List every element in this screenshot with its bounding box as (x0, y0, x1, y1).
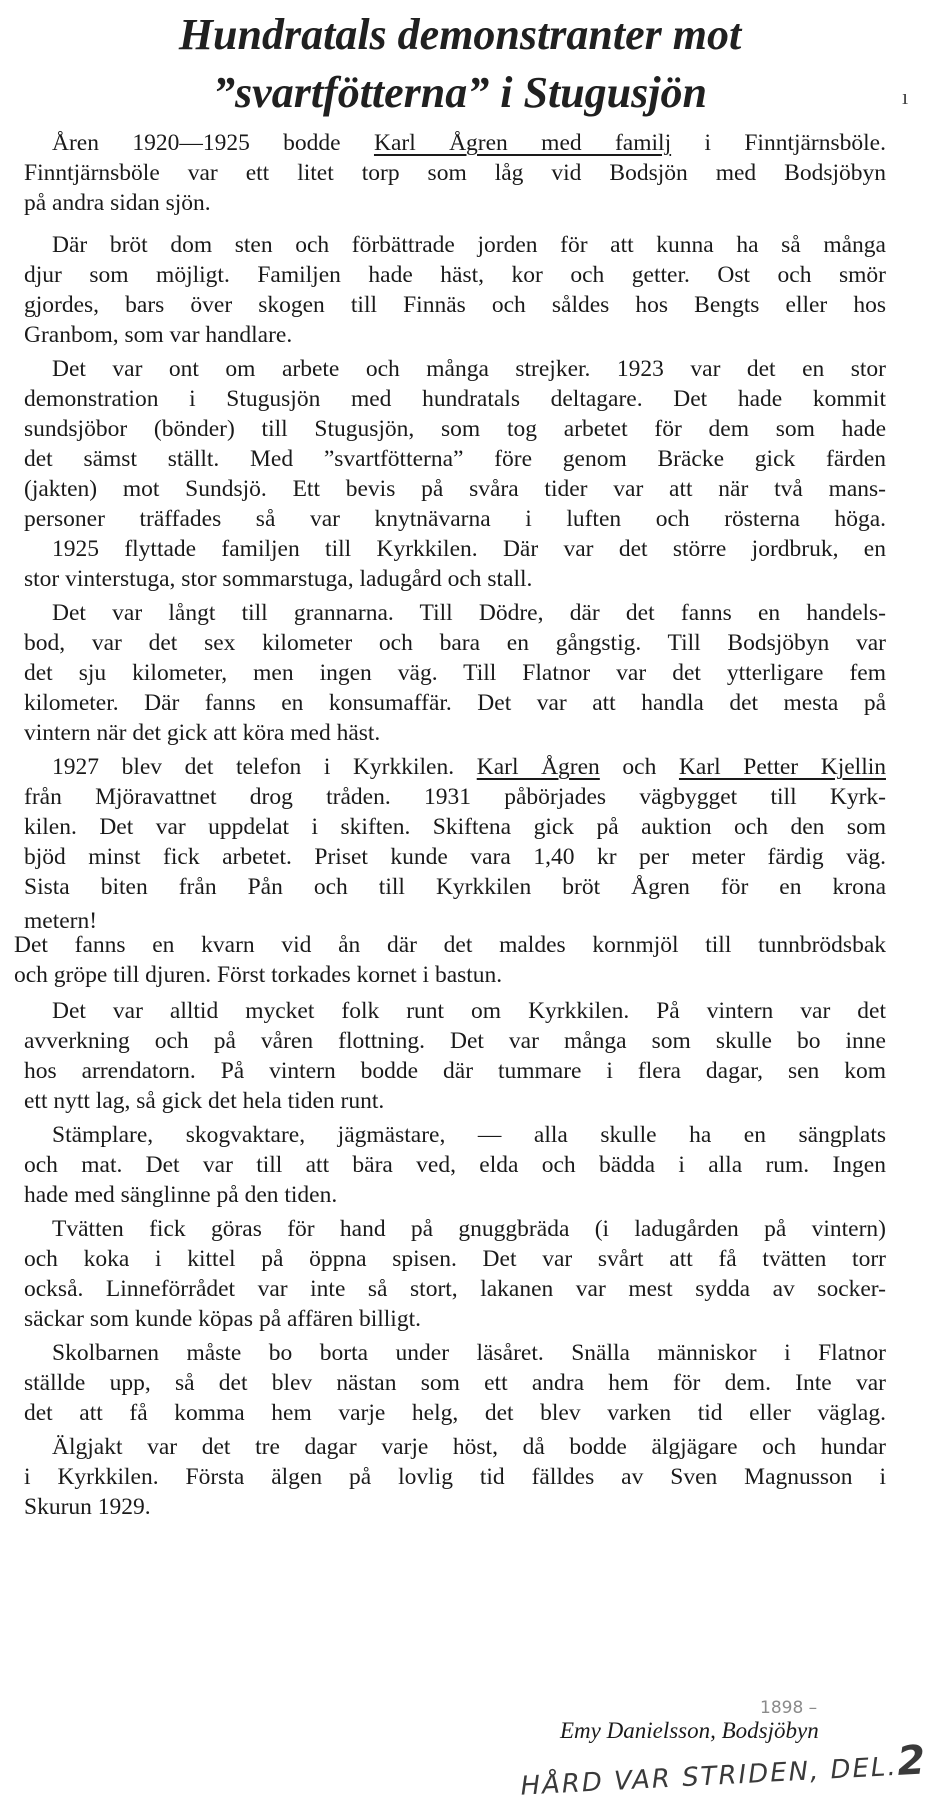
body-line: (jakten) mot Sundsjö. Ett bevis på svåra tider var att när två mans- (24, 476, 886, 502)
body-line: Sista biten från Pån och till Kyrkkilen bröt Ågren för en krona (24, 874, 886, 900)
body-line: demonstration i Stugusjön med hundratals deltagare. Det hade kommit (24, 386, 886, 412)
body-line: ett nytt lag, så gick det hela tiden runt. (24, 1088, 385, 1114)
body-line: vintern när det gick att köra med häst. (24, 720, 381, 746)
article-title-line-2: ”svartfötterna” i Stugusjön (213, 68, 707, 117)
body-line: och mat. Det var till att bära ved, elda och bädda i alla rum. Ingen (24, 1152, 886, 1178)
body-line: det sju kilometer, men ingen väg. Till Flatnor var det ytterligare fem (24, 660, 886, 686)
body-line: från Mjöravattnet drog tråden. 1931 påbörjades vägbygget till Kyrk- (24, 784, 886, 810)
body-line: djur som möjligt. Familjen hade häst, kor och getter. Ost och smör (24, 262, 886, 288)
margin-mark: ı (902, 84, 909, 109)
body-line: Stämplare, skogvaktare, jägmästare, — alla skulle ha en sängplats (52, 1122, 886, 1148)
author-signature: Emy Danielsson, Bodsjöbyn (560, 1718, 819, 1743)
underlined-name: Karl Ågren med familj (373, 130, 672, 156)
body-line: Det var alltid mycket folk runt om Kyrkkilen. På vintern var det (52, 998, 886, 1024)
body-line: i Kyrkkilen. Första älgen på lovlig tid fälldes av Sven Magnusson i (24, 1464, 886, 1490)
handwritten-part-number: 2 (896, 1737, 929, 1785)
body-line: Åren 1920—1925 bodde Karl Ågren med familj i Finntjärnsböle. (52, 130, 886, 156)
body-line: Älgjakt var det tre dagar varje höst, då bodde älgjägare och hundar (52, 1434, 886, 1460)
body-line: bjöd minst fick arbetet. Priset kunde vara 1,40 kr per meter färdig väg. (24, 844, 886, 870)
body-line: Där bröt dom sten och förbättrade jorden för att kunna ha så många (52, 232, 886, 258)
body-line: avverkning och på våren flottning. Det var många som skulle bo inne (24, 1028, 886, 1054)
body-line: sundsjöbor (bönder) till Stugusjön, som tog arbetet för dem som hade (24, 416, 886, 442)
body-line: metern! (24, 908, 98, 934)
body-line: bod, var det sex kilometer och bara en gångstig. Till Bodsjöbyn var (24, 630, 886, 656)
body-line: det sämst ställt. Med ”svartfötterna” före genom Bräcke gick färden (24, 446, 886, 472)
underlined-name: Karl Petter Kjellin (678, 754, 886, 780)
article-title-line-1: Hundratals demonstranter mot (178, 10, 742, 59)
body-line: Det var långt till grannarna. Till Dödre, där det fanns en handels- (52, 600, 886, 626)
body-line: ställde upp, så det blev nästan som ett andra hem för dem. Inte var (24, 1370, 886, 1396)
body-line: och koka i kittel på öppna spisen. Det var svårt att få tvätten torr (24, 1246, 886, 1272)
body-line: Skolbarnen måste bo borta under läsåret. Snälla människor i Flatnor (52, 1340, 886, 1366)
body-line: 1925 flyttade familjen till Kyrkkilen. Där var det större jordbruk, en (52, 536, 886, 562)
body-line: hade med sänglinne på den tiden. (24, 1182, 338, 1208)
body-line: Det fanns en kvarn vid ån där det maldes kornmjöl till tunnbrödsbak (14, 932, 886, 958)
body-line: 1927 blev det telefon i Kyrkkilen. Karl Ågren och Karl Petter Kjellin (52, 754, 886, 780)
body-line: Finntjärnsböle var ett litet torp som låg vid Bodsjön med Bodsjöbyn (24, 160, 886, 186)
body-line: Det var ont om arbete och många strejker. 1923 var det en stor (52, 356, 886, 382)
pencil-note: 1898 – (760, 1698, 818, 1718)
body-line: Skurun 1929. (24, 1494, 151, 1520)
body-line: det att få komma hem varje helg, det blev varken tid eller väglag. (24, 1400, 886, 1426)
body-line: hos arrendatorn. På vintern bodde där tummare i flera dagar, sen kom (24, 1058, 886, 1084)
body-line: Granbom, som var handlare. (24, 322, 293, 348)
body-line: Tvätten fick göras för hand på gnuggbräda (i ladugården på vintern) (52, 1216, 886, 1242)
body-line: stor vinterstuga, stor sommarstuga, ladugård och stall. (24, 566, 533, 592)
body-line: på andra sidan sjön. (24, 190, 211, 216)
body-line: personer träffades så var knytnävarna i luften och rösterna höga. (24, 506, 886, 532)
body-line: säckar som kunde köpas på affären billigt. (24, 1306, 421, 1332)
body-line: kilen. Det var uppdelat i skiften. Skiftena gick på auktion och den som (24, 814, 886, 840)
body-line: och gröpe till djuren. Först torkades kornet i bastun. (14, 962, 503, 988)
underlined-name: Karl Ågren (476, 754, 600, 780)
body-line: också. Linneförrådet var inte så stort, lakanen var mest sydda av socker- (24, 1276, 886, 1302)
handwritten-note (519, 1737, 928, 1804)
body-line: gjordes, bars över skogen till Finnäs och såldes hos Bengts eller hos (24, 292, 886, 318)
handwritten-note-text: HÅRD VAR STRIDEN, DEL. (519, 1751, 899, 1802)
body-line: kilometer. Där fanns en konsumaffär. Det var att handla det mesta på (24, 690, 886, 716)
